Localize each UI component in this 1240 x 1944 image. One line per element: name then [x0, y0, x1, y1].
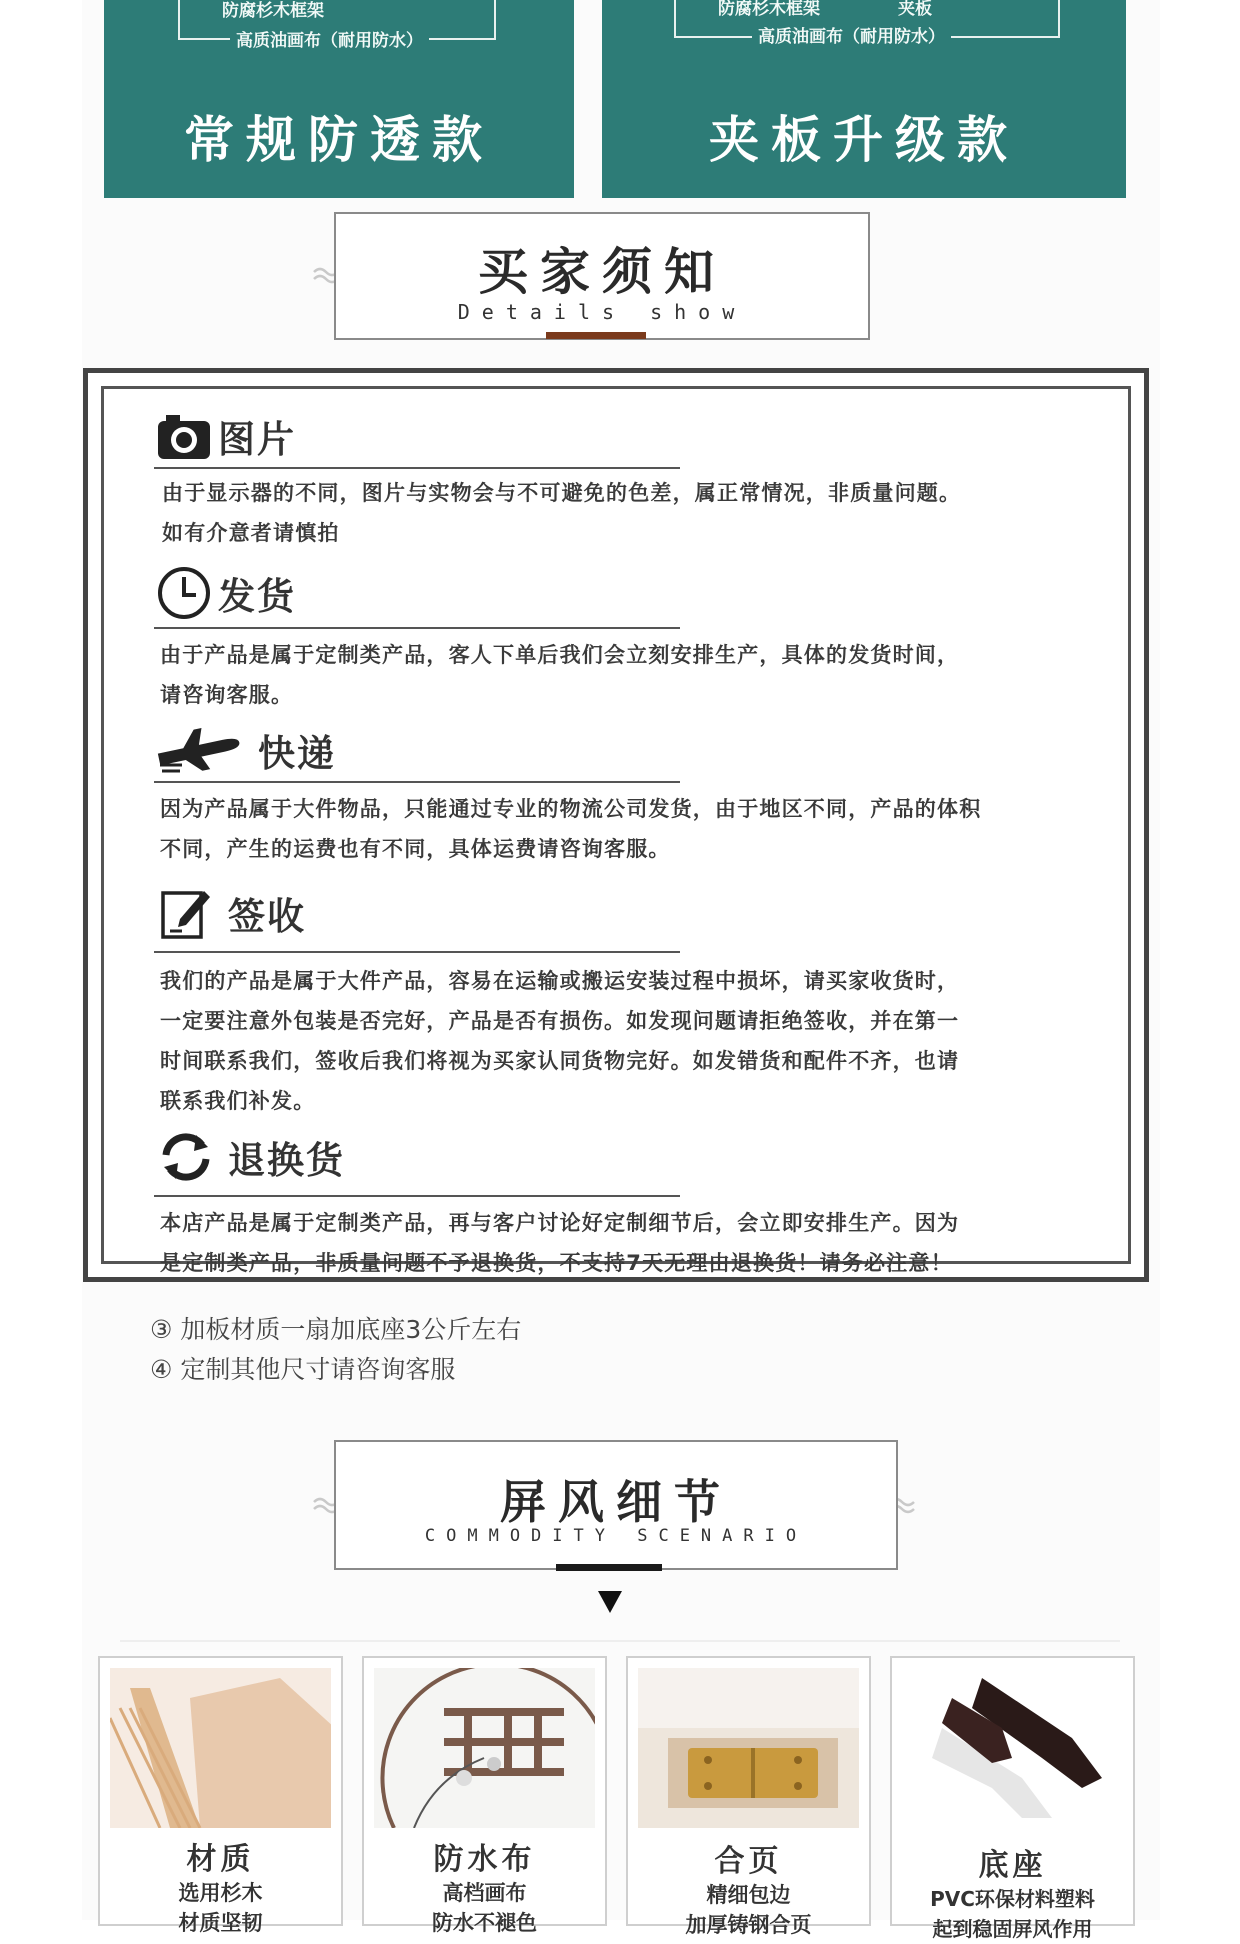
notice-divider [154, 1195, 680, 1197]
detail-card-base[interactable] [890, 1656, 1135, 1941]
notice-divider [154, 467, 680, 469]
notice-label: 签收 [228, 895, 306, 938]
variant-frame-line2: 高质油画布（耐用防水） [752, 22, 951, 47]
airplane-icon [154, 723, 244, 777]
list-item: ④ 定制其他尺寸请咨询客服 [150, 1355, 456, 1384]
chevron-down-icon [594, 1585, 626, 1617]
section-title: 买家须知 [478, 243, 726, 301]
variant-title: 夹板升级款 [709, 111, 1019, 169]
variant-frame-line1: 防腐杉木框架 [216, 0, 330, 21]
variant-frame-line2: 高质油画布（耐用防水） [230, 26, 429, 51]
variant-frame-line1b: 夹板 [892, 0, 938, 19]
section-subtitle: COMMODITY SCENARIO [424, 1526, 808, 1546]
detail-card-material[interactable] [98, 1656, 343, 1935]
clock-icon [156, 565, 212, 621]
card-title: 底座 [978, 1848, 1047, 1883]
notice-text: 由于显示器的不同，图片与实物会与不可避免的色差，属正常情况，非质量问题。 如有介意者请慎拍 [162, 481, 962, 545]
divider [120, 1640, 1120, 1642]
notice-divider [154, 781, 680, 783]
variant-card-standard[interactable] [104, 0, 574, 198]
card-title: 材质 [186, 1842, 255, 1877]
card-title: 防水布 [433, 1842, 536, 1877]
list-item: ③ 加板材质一扇加底座3公斤左右 [150, 1315, 522, 1344]
variant-card-upgrade[interactable] [602, 0, 1126, 198]
section-subtitle: Details show [457, 300, 747, 324]
hinge-photo [638, 1668, 859, 1828]
buyer-notice-box [83, 368, 1149, 1282]
detail-card-hinge[interactable] [626, 1656, 871, 1937]
canvas-photo [374, 1668, 595, 1828]
variant-title: 常规防透款 [184, 111, 494, 169]
material-photo [110, 1668, 331, 1828]
camera-icon [156, 411, 212, 461]
notice-divider [154, 627, 680, 629]
card-description: 选用杉木 材质坚韧 [178, 1881, 263, 1935]
header-accent-bar [556, 1564, 662, 1571]
detail-card-waterproof-canvas[interactable] [362, 1656, 607, 1935]
variant-frame-line1: 防腐杉木框架 [712, 0, 826, 19]
card-description: 精细包边 加厚铸钢合页 [685, 1883, 812, 1937]
exchange-arrows-icon [158, 1129, 214, 1185]
buyer-notice-inner [101, 386, 1131, 1275]
buyer-notice-header [334, 212, 870, 340]
notice-label: 退换货 [228, 1139, 345, 1182]
header-accent-bar [546, 332, 646, 339]
notice-text: 我们的产品是属于大件产品，容易在运输或搬运安装过程中损坏，请买家收货时， 一定要注意外包装是否完好，产品是否有损伤。如发现问题请拒绝签收，并在第一 时间联系我们，签收后我们将视为买家认同货物完好。如发错货和配件不齐，也请 联系我们补发。 [160, 969, 960, 1113]
notice-text: 因为产品属于大件物品，只能通过专业的物流公司发货，由于地区不同，产品的体积 不同，产生的运费也有不同，具体运费请咨询客服。 [160, 797, 982, 861]
notice-label: 发货 [218, 575, 296, 618]
section-title: 屏风细节 [500, 1475, 732, 1529]
notice-text: 本店产品是属于定制类产品，再与客户讨论好定制细节后，会立即安排生产。因为 是定制类产品，非质量问题不予退换货，不支持7天无理由退换货！请务必注意！ [160, 1211, 960, 1275]
notice-divider [154, 951, 680, 953]
card-title: 合页 [714, 1844, 783, 1879]
card-description: PVC环保材料塑料 起到稳固屏风作用 [930, 1887, 1095, 1941]
card-description: 高档画布 防水不褪色 [432, 1881, 537, 1935]
notice-label: 快递 [258, 732, 336, 775]
base-photo [902, 1668, 1123, 1828]
sign-pen-icon [160, 885, 214, 941]
screen-details-header [334, 1440, 898, 1570]
notice-text: 由于产品是属于定制类产品，客人下单后我们会立刻安排生产，具体的发货时间， 请咨询客服。 [160, 643, 960, 707]
notice-label: 图片 [218, 418, 296, 461]
extra-notes-list [150, 1310, 521, 1390]
